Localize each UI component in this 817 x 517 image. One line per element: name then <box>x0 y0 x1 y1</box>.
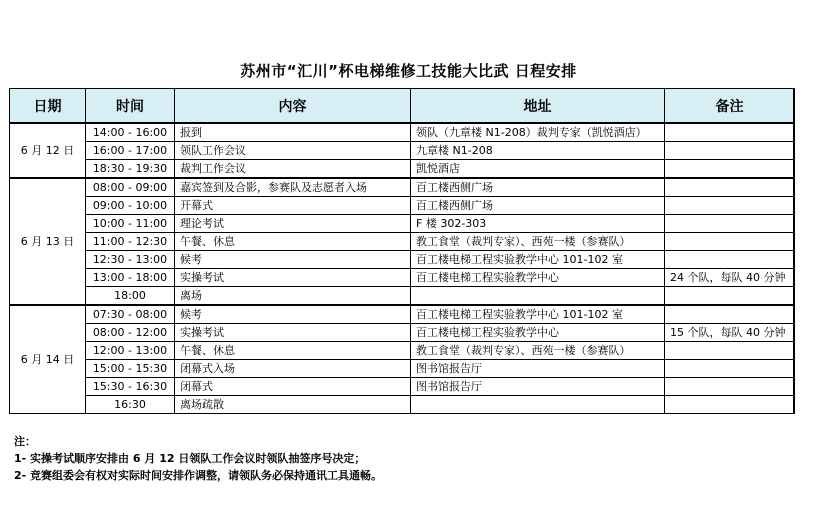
location-cell: 百工楼电梯工程实验教学中心 101-102 室 <box>411 305 665 324</box>
table-row <box>10 197 795 215</box>
table-row <box>10 360 795 378</box>
table-row <box>10 342 795 360</box>
schedule-day-group <box>10 178 795 305</box>
content-cell: 理论考试 <box>175 215 411 233</box>
content-cell: 实操考试 <box>175 324 411 342</box>
location-cell: 九章楼 N1-208 <box>411 142 665 160</box>
table-row <box>10 215 795 233</box>
schedule-day-group <box>10 123 795 178</box>
location-cell: 图书馆报告厅 <box>411 378 665 396</box>
table-row <box>10 160 795 179</box>
table-row <box>10 269 795 287</box>
content-cell: 实操考试 <box>175 269 411 287</box>
note-item: 2- 竞赛组委会有权对实际时间安排作调整，请领队务必保持通讯工具通畅。 <box>14 469 383 482</box>
time-cell: 15:30 - 16:30 <box>86 378 175 396</box>
location-cell: 百工楼西侧广场 <box>411 178 665 197</box>
location-cell: 教工食堂（裁判专家）、西苑一楼（参赛队） <box>411 233 665 251</box>
time-cell: 10:00 - 11:00 <box>86 215 175 233</box>
time-cell: 18:30 - 19:30 <box>86 160 175 179</box>
table-row <box>10 378 795 396</box>
content-cell: 开幕式 <box>175 197 411 215</box>
location-cell: 教工食堂（裁判专家）、西苑一楼（参赛队） <box>411 342 665 360</box>
location-cell <box>411 287 665 306</box>
time-cell: 18:00 <box>86 287 175 306</box>
content-cell: 午餐、休息 <box>175 233 411 251</box>
location-cell: 凯悦酒店 <box>411 160 665 179</box>
header-content: 内容 <box>175 89 411 124</box>
time-cell: 12:30 - 13:00 <box>86 251 175 269</box>
location-cell <box>411 396 665 414</box>
date-cell: 6 月 14 日 <box>10 305 86 414</box>
header-location: 地址 <box>411 89 665 124</box>
remarks-cell <box>665 378 795 396</box>
table-row <box>10 251 795 269</box>
content-cell: 离场 <box>175 287 411 306</box>
date-cell: 6 月 12 日 <box>10 123 86 178</box>
location-cell: F 楼 302-303 <box>411 215 665 233</box>
content-cell: 裁判工作会议 <box>175 160 411 179</box>
remarks-cell <box>665 215 795 233</box>
content-cell: 离场疏散 <box>175 396 411 414</box>
location-cell: 百工楼西侧广场 <box>411 197 665 215</box>
header-remarks: 备注 <box>665 89 795 124</box>
table-row <box>10 233 795 251</box>
location-cell: 领队（九章楼 N1-208）裁判专家（凯悦酒店） <box>411 123 665 142</box>
table-row <box>10 324 795 342</box>
table-row <box>10 142 795 160</box>
table-row <box>10 396 795 414</box>
notes-section <box>14 433 382 484</box>
time-cell: 08:00 - 09:00 <box>86 178 175 197</box>
time-cell: 07:30 - 08:00 <box>86 305 175 324</box>
time-cell: 14:00 - 16:00 <box>86 123 175 142</box>
header-row <box>10 89 795 124</box>
note-item: 1- 实操考试顺序安排由 6 月 12 日领队工作会议时领队抽签序号决定； <box>14 452 366 465</box>
schedule-table <box>9 88 795 414</box>
content-cell: 闭幕式 <box>175 378 411 396</box>
content-cell: 候考 <box>175 251 411 269</box>
remarks-cell <box>665 123 795 142</box>
remarks-cell <box>665 305 795 324</box>
remarks-cell <box>665 142 795 160</box>
content-cell: 闭幕式入场 <box>175 360 411 378</box>
table-row <box>10 178 795 197</box>
time-cell: 09:00 - 10:00 <box>86 197 175 215</box>
remarks-cell <box>665 197 795 215</box>
remarks-cell <box>665 160 795 179</box>
header-time: 时间 <box>86 89 175 124</box>
remarks-cell: 24 个队，每队 40 分钟 <box>665 269 795 287</box>
location-cell: 百工楼电梯工程实验教学中心 101-102 室 <box>411 251 665 269</box>
time-cell: 15:00 - 15:30 <box>86 360 175 378</box>
location-cell: 百工楼电梯工程实验教学中心 <box>411 324 665 342</box>
page-title: 苏州市“汇川”杯电梯维修工技能大比武 日程安排 <box>240 62 577 80</box>
table-row <box>10 305 795 324</box>
remarks-cell <box>665 251 795 269</box>
location-cell: 百工楼电梯工程实验教学中心 <box>411 269 665 287</box>
content-cell: 嘉宾签到及合影，参赛队及志愿者入场 <box>175 178 411 197</box>
content-cell: 午餐、休息 <box>175 342 411 360</box>
schedule-day-group <box>10 305 795 414</box>
time-cell: 13:00 - 18:00 <box>86 269 175 287</box>
date-cell: 6 月 13 日 <box>10 178 86 305</box>
time-cell: 11:00 - 12:30 <box>86 233 175 251</box>
time-cell: 16:30 <box>86 396 175 414</box>
remarks-cell: 15 个队，每队 40 分钟 <box>665 324 795 342</box>
table-row <box>10 287 795 306</box>
time-cell: 08:00 - 12:00 <box>86 324 175 342</box>
content-cell: 领队工作会议 <box>175 142 411 160</box>
time-cell: 16:00 - 17:00 <box>86 142 175 160</box>
time-cell: 12:00 - 13:00 <box>86 342 175 360</box>
table-row <box>10 123 795 142</box>
location-cell: 图书馆报告厅 <box>411 360 665 378</box>
content-cell: 报到 <box>175 123 411 142</box>
remarks-cell <box>665 178 795 197</box>
content-cell: 候考 <box>175 305 411 324</box>
remarks-cell <box>665 233 795 251</box>
header-date: 日期 <box>10 89 86 124</box>
notes-heading: 注： <box>14 435 36 448</box>
remarks-cell <box>665 360 795 378</box>
remarks-cell <box>665 287 795 306</box>
remarks-cell <box>665 342 795 360</box>
remarks-cell <box>665 396 795 414</box>
